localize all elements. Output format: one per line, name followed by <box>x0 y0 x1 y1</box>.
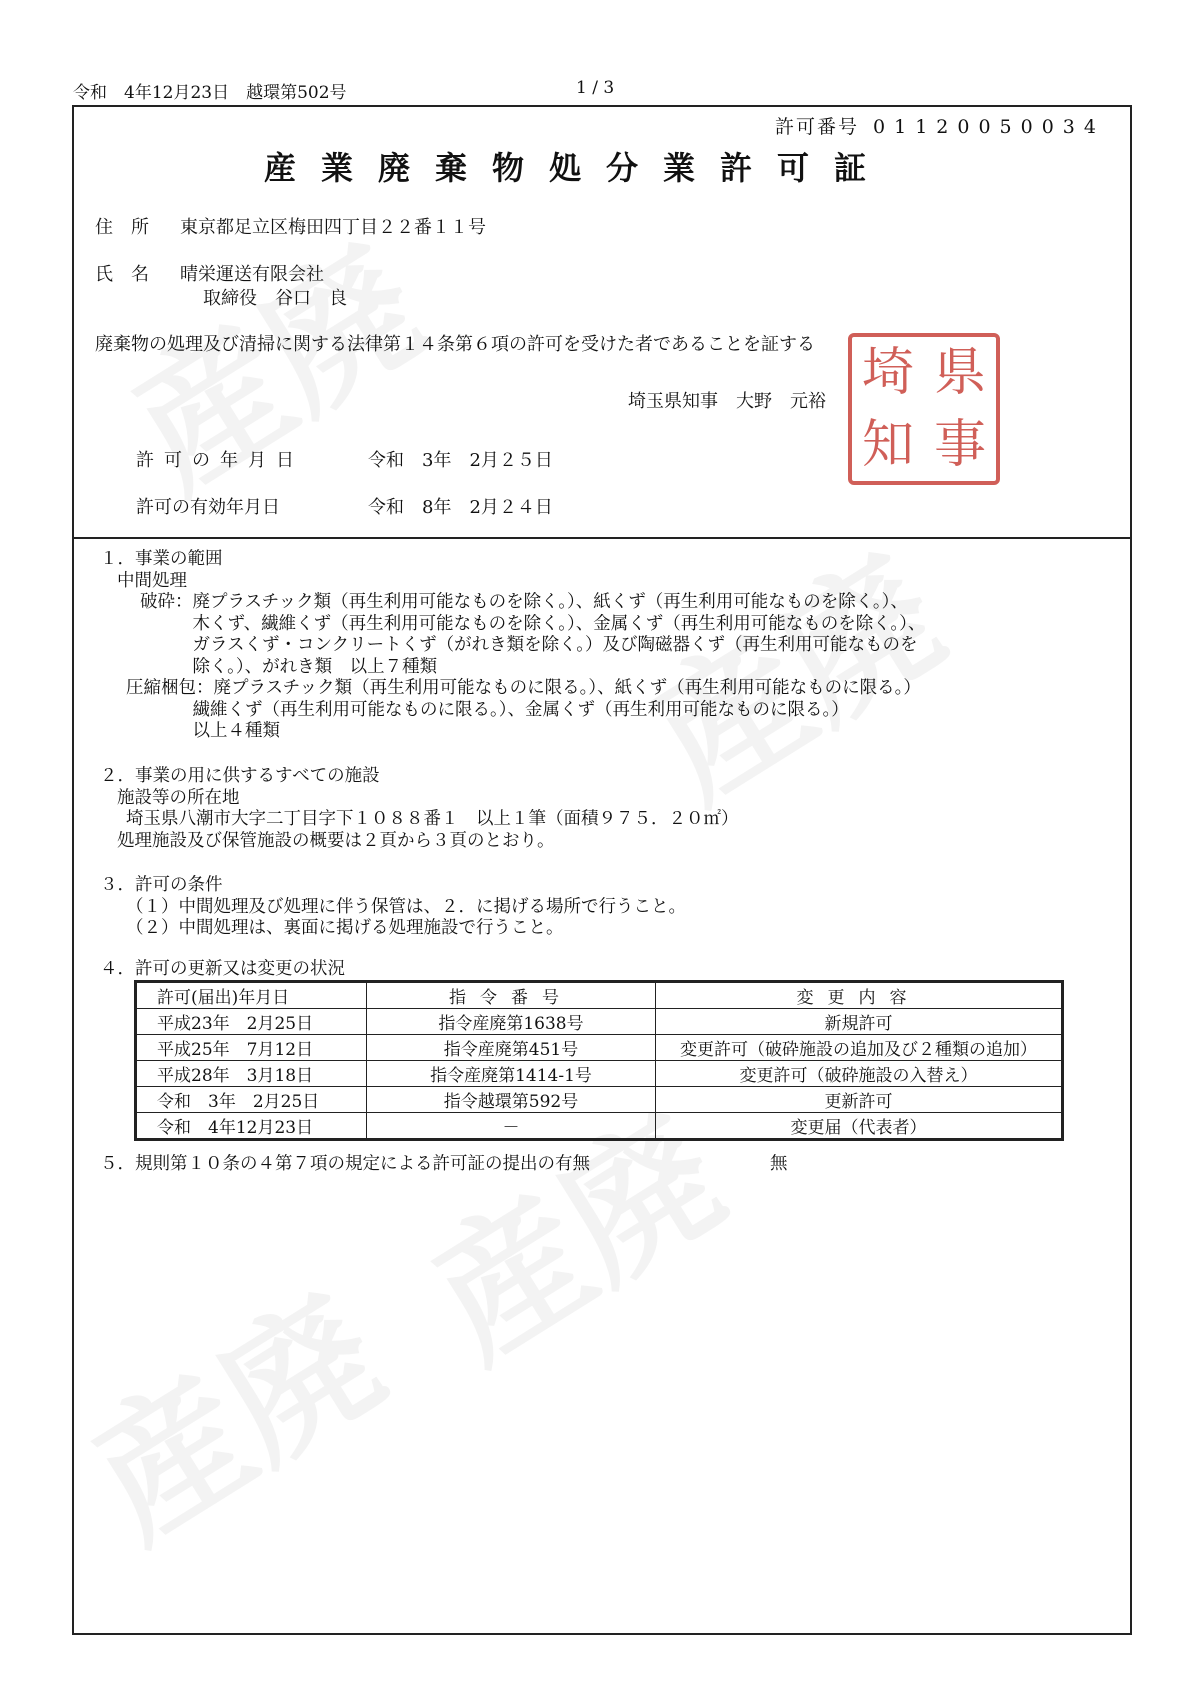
scope-line: 繊維くず（再生利用可能なものに限る。）、金属くず（再生利用可能なものに限る。） <box>140 699 849 720</box>
section-1-sub: 中間処理 <box>117 570 187 591</box>
facility-location: 埼玉県八潮市大字二丁目字下１０８８番１ 以上１筆（面積９７５．２０㎡） <box>126 809 739 829</box>
table-cell: 更新許可 <box>656 1087 1063 1113</box>
scope-line: 除く。）、がれき類 以上７種類 <box>140 656 438 677</box>
representative: 取締役 谷口 良 <box>203 288 347 309</box>
official-seal <box>848 333 1000 485</box>
table-cell: 令和 3年 2月25日 <box>136 1087 367 1113</box>
table-row <box>136 1113 1063 1140</box>
table-row <box>136 1035 1063 1061</box>
permit-number-value: 01120050034 <box>873 116 1105 138</box>
name-label: 氏 名 <box>95 264 149 285</box>
issuer: 埼玉県知事 大野 元裕 <box>628 391 826 412</box>
seal-char: 県 <box>933 343 986 403</box>
scope-line: 以上４種類 <box>140 721 280 741</box>
seal-char: 埼 <box>861 343 914 403</box>
table-cell: － <box>367 1113 656 1140</box>
condition-item: （１）中間処理及び処理に伴う保管は、２．に掲げる場所で行うこと。 <box>126 896 686 917</box>
table-cell: 指令産廃第1414-1号 <box>367 1061 656 1087</box>
scope-line: 破砕：廃プラスチック類（再生利用可能なものを除く。）、紙くず（再生利用可能なものを除く。）、 <box>140 592 908 612</box>
section-5-text: ５．規則第１０条の４第７項の規定による許可証の提出の有無 <box>100 1154 590 1174</box>
address-value: 東京都足立区梅田四丁目２２番１１号 <box>180 217 486 238</box>
column-header: 指令番号 <box>367 982 656 1009</box>
certification-statement: 廃棄物の処理及び清掃に関する法律第１４条第６項の許可を受けた者であることを証する <box>95 334 815 355</box>
table-cell: 変更許可（破砕施設の入替え） <box>656 1061 1063 1087</box>
permit-number-label: 許可番号 <box>775 116 860 138</box>
section-5-value: 無 <box>770 1154 788 1174</box>
permit-date-value: 令和 3年 2月２５日 <box>368 450 553 471</box>
section-2 <box>100 766 739 852</box>
document-title: 産業廃棄物処分業許可証 <box>264 149 892 187</box>
table-cell: 平成23年 2月25日 <box>136 1009 367 1035</box>
section-1 <box>100 549 925 743</box>
permit-date-label: 許可の年月日 <box>136 450 304 471</box>
expiry-date-value: 令和 8年 2月２４日 <box>368 497 553 518</box>
table-cell: 新規許可 <box>656 1009 1063 1035</box>
seal-char: 知 <box>861 415 914 475</box>
table-row <box>136 1009 1063 1035</box>
header-page: 1 / 3 <box>576 78 615 98</box>
permit-number <box>775 112 1105 139</box>
table-cell: 変更許可（破砕施設の追加及び２種類の追加） <box>656 1035 1063 1061</box>
section-1-heading: １．事業の範囲 <box>100 549 223 569</box>
seal-char: 事 <box>933 415 986 475</box>
table-row <box>136 1061 1063 1087</box>
table-header-row <box>136 982 1063 1009</box>
section-4-heading: ４．許可の更新又は変更の状況 <box>100 959 345 979</box>
table-cell: 変更届（代表者） <box>656 1113 1063 1140</box>
table-cell: 指令越環第592号 <box>367 1087 656 1113</box>
section-3-heading: ３．許可の条件 <box>100 875 223 895</box>
condition-item: （２）中間処理は、裏面に掲げる処理施設で行うこと。 <box>126 918 564 938</box>
scope-line: 木くず、繊維くず（再生利用可能なものを除く。）、金属くず（再生利用可能なものを除く。）、 <box>140 613 926 634</box>
scope-line: ガラスくず・コンクリートくず（がれき類を除く。）及び陶磁器くず（再生利用可能なものを <box>140 635 918 655</box>
header-date-ref: 令和 4年12月23日 越環第502号 <box>73 83 347 103</box>
company-name: 晴栄運送有限会社 <box>180 264 324 285</box>
section-divider <box>72 537 1132 539</box>
section-2-sub: 施設等の所在地 <box>117 787 240 808</box>
scope-line: 圧縮梱包：廃プラスチック類（再生利用可能なものに限る。）、紙くず（再生利用可能なものに限る。） <box>126 678 921 698</box>
section-3 <box>100 875 686 940</box>
table-cell: 令和 4年12月23日 <box>136 1113 367 1140</box>
table-cell: 指令産廃第451号 <box>367 1035 656 1061</box>
address-label: 住 所 <box>95 217 149 238</box>
section-2-heading: ２．事業の用に供するすべての施設 <box>100 766 380 786</box>
history-table <box>134 980 1064 1141</box>
table-cell: 指令産廃第1638号 <box>367 1009 656 1035</box>
column-header: 許可(届出)年月日 <box>136 982 367 1009</box>
table-cell: 平成25年 7月12日 <box>136 1035 367 1061</box>
table-cell: 平成28年 3月18日 <box>136 1061 367 1087</box>
table-row <box>136 1087 1063 1113</box>
facility-note: 処理施設及び保管施設の概要は２頁から３頁のとおり。 <box>117 830 555 851</box>
column-header: 変更内容 <box>656 982 1063 1009</box>
expiry-date-label: 許可の有効年月日 <box>136 497 280 518</box>
